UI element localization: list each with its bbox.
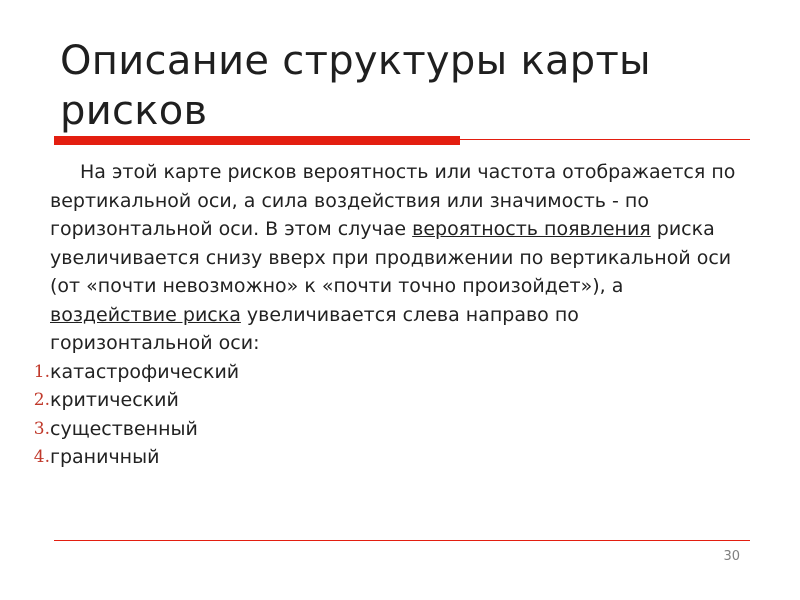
- list-item-text: граничный: [50, 446, 160, 468]
- title-divider-thick: [54, 136, 460, 145]
- list-item: [33, 415, 745, 444]
- list-item: [33, 386, 745, 415]
- intro-paragraph: [50, 158, 745, 358]
- list-item-text: критический: [50, 389, 179, 411]
- list-item: [33, 443, 745, 472]
- underlined-term-probability: вероятность появления: [412, 218, 651, 240]
- list-item: [33, 358, 745, 387]
- risk-level-list: [33, 358, 745, 472]
- intro-text-3: увеличивается слева направо по горизонтальной оси:: [50, 303, 579, 354]
- title-divider: [54, 136, 750, 145]
- footer-divider: [54, 540, 750, 541]
- underlined-term-impact: воздействие риска: [50, 303, 241, 326]
- slide-content: [33, 158, 745, 472]
- intro-text-2: риска увеличивается снизу вверх при продвижении по вертикальной оси (от «почти невозможно» к «почти точно произойдет»), а: [50, 218, 732, 297]
- page-number: 30: [723, 549, 740, 564]
- slide-title: Описание структуры карты рисков: [60, 38, 651, 134]
- list-number: 2.: [33, 390, 50, 410]
- intro-text-1: На этой карте рисков вероятность или частота отображается по вертикальной оси, а сила воздействия или значимость - по горизонтальной оси. В этом случае: [50, 161, 736, 240]
- list-item-text: существенный: [50, 417, 198, 440]
- title-divider-thin: [460, 139, 750, 140]
- list-number: 1.: [33, 361, 50, 382]
- list-item-text: катастрофический: [50, 360, 240, 383]
- list-number: 3.: [33, 418, 50, 439]
- list-number: 4.: [33, 447, 50, 467]
